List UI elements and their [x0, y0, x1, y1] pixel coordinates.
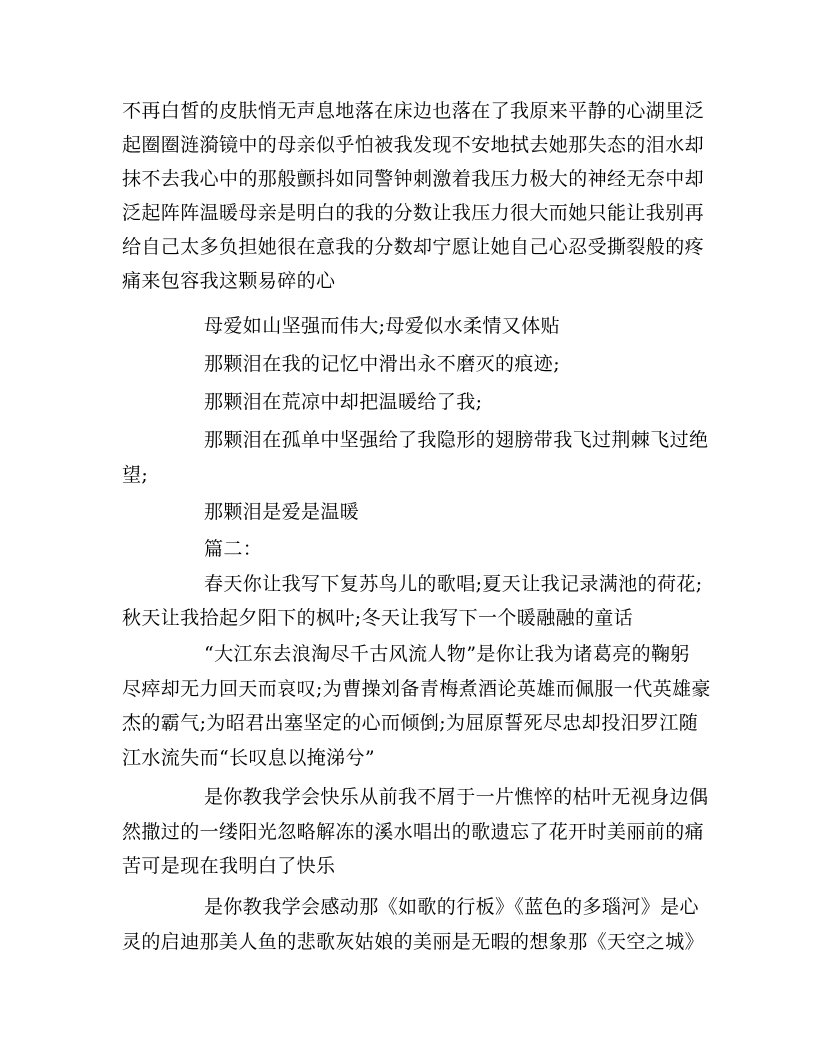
section-heading: 篇二：	[204, 538, 263, 560]
text-line: 痛来包容我这颗易碎的心	[122, 270, 336, 292]
text-line: “大江东去浪淘尽千古风流人物”是你让我为诸葛亮的鞠躬	[204, 643, 690, 665]
poem-line: 那颗泪是爱是温暖	[204, 501, 360, 523]
poem-line: 那颗泪在我的记忆中滑出永不磨灭的痕迹;	[204, 353, 561, 375]
text-line: 尽瘁却无力回天而哀叹;为曹操刘备青梅煮酒论英雄而佩服一代英雄豪	[122, 678, 711, 700]
poem-line: 望;	[122, 464, 149, 486]
text-line: 给自己太多负担她很在意我的分数却宁愿让她自己心忍受撕裂般的疼	[122, 236, 705, 258]
text-line: 苦可是现在我明白了快乐	[122, 855, 336, 877]
poem-line: 母爱如山坚强而伟大;母爱似水柔情又体贴	[204, 315, 561, 337]
text-line: 秋天让我拾起夕阳下的枫叶;冬天让我写下一个暖融融的童话	[122, 607, 634, 629]
text-line: 灵的启迪那美人鱼的悲歌灰姑娘的美丽是无暇的想象那《天空之城》	[122, 931, 705, 953]
text-line: 抹不去我心中的那般颤抖如同警钟刺激着我压力极大的神经无奈中却	[122, 168, 705, 190]
text-line: 是你教我学会快乐从前我不屑于一片憔悴的枯叶无视身边偶	[204, 786, 709, 808]
text-line: 不再白皙的皮肤悄无声息地落在床边也落在了我原来平静的心湖里泛	[122, 100, 705, 122]
text-line: 起圈圈涟漪镜中的母亲似乎怕被我发现不安地拭去她那失态的泪水却	[122, 134, 705, 156]
text-line: 泛起阵阵温暖母亲是明白的我的分数让我压力很大而她只能让我别再	[122, 202, 705, 224]
text-line: 杰的霸气;为昭君出塞坚定的心而倾倒;为屈原誓死尽忠却投汨罗江随	[122, 712, 699, 734]
poem-line: 那颗泪在荒凉中却把温暖给了我;	[204, 391, 483, 413]
text-line: 是你教我学会感动那《如歌的行板》《蓝色的多瑙河》是心	[204, 896, 699, 918]
text-line: 然撒过的一缕阳光忽略解冻的溪水唱出的歌遗忘了花开时美丽前的痛	[122, 821, 705, 843]
text-line: 春天你让我写下复苏鸟儿的歌唱;夏天让我记录满池的荷花;	[204, 573, 703, 595]
text-line: 江水流失而“长叹息以掩涕兮”	[122, 747, 376, 769]
poem-line: 那颗泪在孤单中坚强给了我隐形的翅膀带我飞过荆棘飞过绝	[204, 429, 709, 451]
